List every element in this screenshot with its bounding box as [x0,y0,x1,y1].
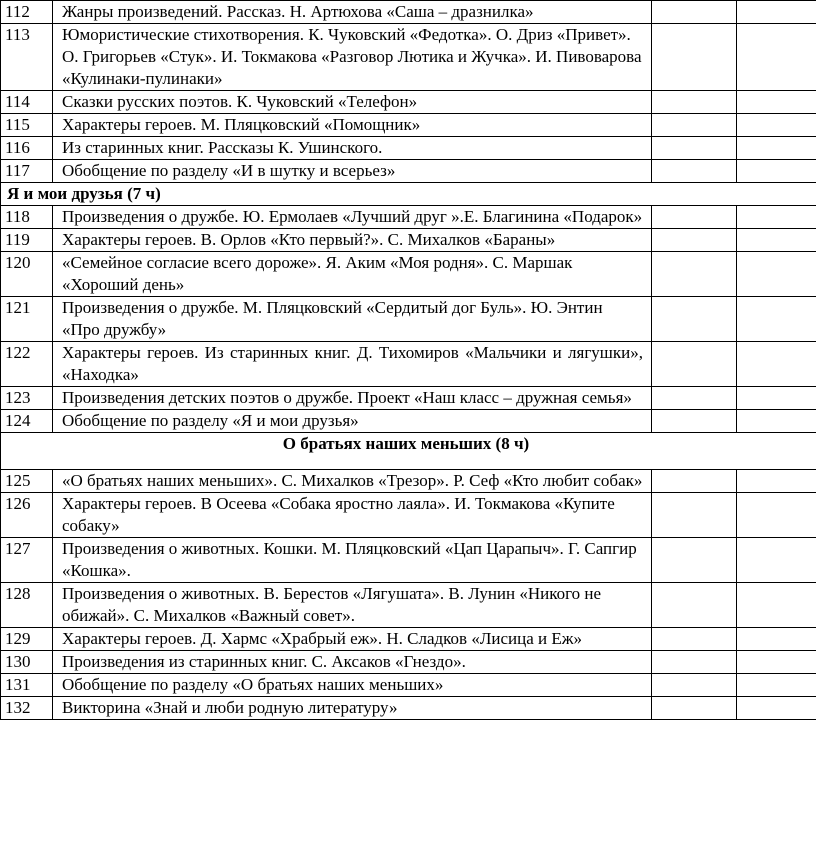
date-cell [652,160,737,183]
table-row [1,493,816,538]
date-cell [652,229,737,252]
date-cell [652,387,737,410]
table-row [1,252,816,297]
lesson-number: 132 [1,697,53,720]
table-row [1,160,816,183]
date-cell [652,91,737,114]
table-row [1,410,816,433]
lesson-topic: Обобщение по разделу «Я и мои друзья» [53,410,652,433]
note-cell [737,160,816,183]
lesson-topic: Произведения о дружбе. М. Пляцковский «Сердитый дог Буль». Ю. Энтин «Про дружбу» [53,297,652,342]
note-cell [737,229,816,252]
lesson-topic: Жанры произведений. Рассказ. Н. Артюхова «Саша – дразнилка» [53,1,652,24]
table-row [1,297,816,342]
lesson-topic: Характеры героев. Д. Хармс «Храбрый еж». Н. Сладков «Лисица и Еж» [53,628,652,651]
date-cell [652,470,737,493]
lesson-number: 129 [1,628,53,651]
table-row [1,583,816,628]
lesson-topic: Характеры героев. М. Пляцковский «Помощник» [53,114,652,137]
table-row [1,229,816,252]
table-row [1,206,816,229]
table-row [1,470,816,493]
lesson-topic: Обобщение по разделу «О братьях наших меньших» [53,674,652,697]
note-cell [737,1,816,24]
note-cell [737,651,816,674]
lesson-topic: «О братьях наших меньших». С. Михалков «Трезор». Р. Сеф «Кто любит собак» [53,470,652,493]
lesson-topic: Обобщение по разделу «И в шутку и всерьез» [53,160,652,183]
lesson-number: 127 [1,538,53,583]
date-cell [652,583,737,628]
date-cell [652,628,737,651]
note-cell [737,297,816,342]
lesson-number: 115 [1,114,53,137]
lesson-topic: Юмористические стихотворения. К. Чуковский «Федотка». О. Дриз «Привет». О. Григорьев «Стук». И. Токмакова «Разговор Лютика и Жучка». И. Пивоварова «Кулинаки-пулинаки» [53,24,652,91]
note-cell [737,410,816,433]
lesson-number: 116 [1,137,53,160]
lesson-number: 113 [1,24,53,91]
lesson-topic: Из старинных книг. Рассказы К. Ушинского. [53,137,652,160]
table-row [1,137,816,160]
lesson-number: 131 [1,674,53,697]
lesson-number: 123 [1,387,53,410]
lesson-topic: Произведения о животных. Кошки. М. Пляцковский «Цап Царапыч». Г. Сапгир «Кошка». [53,538,652,583]
note-cell [737,137,816,160]
date-cell [652,697,737,720]
table-body [1,1,816,720]
note-cell [737,114,816,137]
lesson-number: 124 [1,410,53,433]
date-cell [652,674,737,697]
note-cell [737,583,816,628]
section-title: Я и мои друзья (7 ч) [1,183,816,206]
lesson-topic: Произведения детских поэтов о дружбе. Проект «Наш класс – дружная семья» [53,387,652,410]
lesson-number: 121 [1,297,53,342]
section-header-row [1,433,816,470]
date-cell [652,137,737,160]
lesson-number: 117 [1,160,53,183]
date-cell [652,493,737,538]
note-cell [737,538,816,583]
date-cell [652,342,737,387]
note-cell [737,387,816,410]
table-row [1,387,816,410]
lesson-number: 128 [1,583,53,628]
date-cell [652,114,737,137]
lesson-number: 114 [1,91,53,114]
note-cell [737,628,816,651]
lesson-topic: Викторина «Знай и люби родную литературу» [53,697,652,720]
lesson-number: 120 [1,252,53,297]
date-cell [652,538,737,583]
lesson-number: 130 [1,651,53,674]
lesson-number: 122 [1,342,53,387]
date-cell [652,297,737,342]
table-row [1,114,816,137]
note-cell [737,697,816,720]
section-header-row [1,183,816,206]
note-cell [737,674,816,697]
section-title: О братьях наших меньших (8 ч) [1,433,816,470]
lesson-topic: Характеры героев. Из старинных книг. Д. Тихомиров «Мальчики и лягушки», «Находка» [53,342,652,387]
table-row [1,697,816,720]
lesson-number: 126 [1,493,53,538]
date-cell [652,410,737,433]
lesson-topic: Характеры героев. В. Орлов «Кто первый?». С. Михалков «Бараны» [53,229,652,252]
lesson-topic: Сказки русских поэтов. К. Чуковский «Телефон» [53,91,652,114]
note-cell [737,470,816,493]
note-cell [737,252,816,297]
lesson-topic: «Семейное согласие всего дороже». Я. Аким «Моя родня». С. Маршак «Хороший день» [53,252,652,297]
table-row [1,651,816,674]
date-cell [652,1,737,24]
lesson-topic: Произведения из старинных книг. С. Аксаков «Гнездо». [53,651,652,674]
table-row [1,342,816,387]
date-cell [652,252,737,297]
lesson-topic: Произведения о дружбе. Ю. Ермолаев «Лучший друг ».Е. Благинина «Подарок» [53,206,652,229]
note-cell [737,206,816,229]
note-cell [737,91,816,114]
lesson-number: 118 [1,206,53,229]
date-cell [652,206,737,229]
lesson-topic: Произведения о животных. В. Берестов «Лягушата». В. Лунин «Никого не обижай». С. Михалков «Важный совет». [53,583,652,628]
date-cell [652,24,737,91]
table-row [1,1,816,24]
lesson-number: 125 [1,470,53,493]
note-cell [737,493,816,538]
lesson-number: 112 [1,1,53,24]
date-cell [652,651,737,674]
note-cell [737,24,816,91]
table-row [1,538,816,583]
table-row [1,674,816,697]
note-cell [737,342,816,387]
table-row [1,91,816,114]
table-row [1,628,816,651]
table-row [1,24,816,91]
lesson-topic: Характеры героев. В Осеева «Собака яростно лаяла». И. Токмакова «Купите собаку» [53,493,652,538]
lesson-number: 119 [1,229,53,252]
